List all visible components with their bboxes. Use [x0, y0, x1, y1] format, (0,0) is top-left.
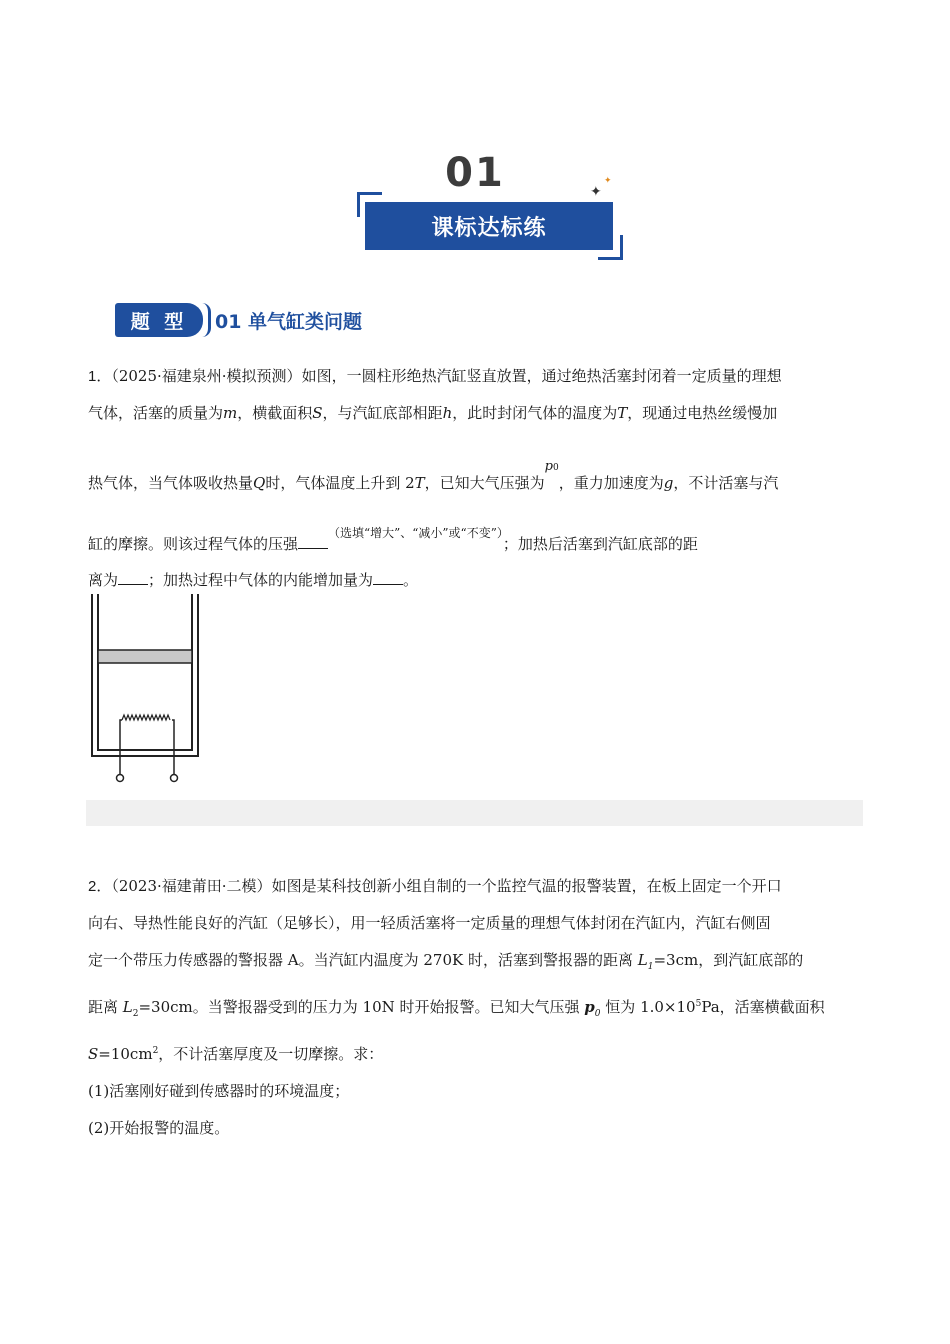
q2-number: 2．: [88, 878, 112, 895]
q1-text: ，不计活塞与汽: [673, 474, 779, 492]
q2-line-5: [88, 1033, 868, 1073]
q1-text: 缸的摩擦。则该过程气体的压强: [88, 535, 299, 553]
q2-text: =3cm，到汽缸底部的: [653, 951, 804, 969]
q1-option-note: （选填“增大”、“减小”或“不变”）: [328, 526, 503, 540]
q1-text: ，此时封闭气体的温度为: [452, 404, 618, 422]
q1-number: 1．: [88, 368, 112, 385]
q1-text: ，已知大气压强为: [424, 474, 545, 492]
cylinder-inner-wall: [98, 594, 192, 750]
answer-blank[interactable]: [373, 568, 403, 585]
q1-text: ，与汽缸底部相距: [322, 404, 443, 422]
q1-text: ；加热后活塞到汽缸底部的距: [502, 535, 698, 553]
var-S: S: [312, 404, 323, 422]
q1-text: 时，气体温度上升到 2: [265, 474, 415, 492]
q2-text: 定一个带压力传感器的警报器 A。当汽缸内温度为 270K 时，活塞到警报器的距离: [88, 951, 638, 969]
var-p0-sub: 0: [553, 463, 559, 473]
q2-text: =10cm: [98, 1045, 153, 1063]
section-title: 课标达标练: [365, 202, 613, 250]
q2-subquestion-1: [88, 1073, 868, 1110]
question-2: [88, 868, 868, 1147]
var-T: T: [617, 404, 628, 422]
q2-text: 恒为 1.0×10: [600, 998, 696, 1016]
var-T: T: [414, 474, 425, 492]
var-p: p: [584, 998, 595, 1016]
var-L2-sub: 2: [132, 1009, 139, 1019]
var-m: m: [223, 404, 238, 422]
type-header: [115, 300, 362, 340]
section-banner: [357, 192, 623, 260]
type-badge: 题 型: [115, 303, 203, 337]
var-p0: [545, 459, 559, 474]
q2-sub-1: (1)活塞刚好碰到传感器时的环境温度；: [88, 1082, 350, 1100]
q2-text: 向右、导热性能良好的汽缸（足够长），用一轻质活塞将一定质量的理想气体封闭在汽缸内，汽缸右侧固: [88, 914, 771, 932]
q1-source: （2025·福建泉州·模拟预测）: [111, 367, 302, 385]
cylinder-diagram: [86, 588, 206, 788]
question-1: [88, 358, 868, 598]
q2-text: Pa，活塞横截面积: [701, 998, 825, 1016]
wire-right: [172, 720, 174, 774]
cylinder-outer-wall: [92, 594, 198, 756]
var-p0-sub: 0: [594, 1009, 601, 1019]
var-g: g: [663, 474, 674, 492]
answer-blank[interactable]: [118, 568, 148, 585]
exponent: 5: [695, 999, 702, 1009]
q2-line-4: [88, 986, 868, 1033]
banner-bracket-bottom-right: [598, 235, 623, 260]
q2-text: =30cm。当警报器受到的压力为 10N 时开始报警。已知大气压强: [138, 998, 585, 1016]
q1-text: 热气体，当气体吸收热量: [88, 474, 254, 492]
q1-text: 气体，活塞的质量为: [88, 404, 224, 422]
q1-text: 。: [403, 571, 419, 589]
q2-line-3: [88, 942, 868, 986]
q1-line-4: [88, 515, 868, 562]
q2-text: 如图是某科技创新小组自制的一个监控气温的报警装置，在板上固定一个开口: [271, 877, 782, 895]
sparkle-small-icon: ✦: [604, 176, 612, 186]
var-L: L: [637, 951, 648, 969]
answer-area[interactable]: [86, 800, 863, 826]
q1-text: 如图，一圆柱形绝热汽缸竖直放置，通过绝热活塞封闭着一定质量的理想: [301, 367, 782, 385]
q2-line-2: [88, 905, 868, 942]
piston: [98, 650, 192, 663]
terminal-right: [171, 775, 178, 782]
type-title: 01 单气缸类问题: [215, 310, 363, 333]
var-L: L: [122, 998, 133, 1016]
q2-text: 距离: [88, 998, 123, 1016]
section-number: 01: [445, 150, 505, 196]
var-S: S: [88, 1045, 99, 1063]
q2-text: ，不计活塞厚度及一切摩擦。求：: [158, 1045, 384, 1063]
terminal-left: [117, 775, 124, 782]
answer-blank[interactable]: [298, 532, 328, 549]
q1-text: ；加热过程中气体的内能增加量为: [148, 571, 374, 589]
q2-subquestion-2: [88, 1110, 868, 1147]
q1-line-2: [88, 395, 868, 431]
q1-line-3: [88, 449, 868, 501]
sparkle-icon: ✦: [590, 184, 602, 200]
q1-text: ，重力加速度为: [558, 474, 664, 492]
q1-line-1: [88, 358, 868, 395]
var-L1-sub: 1: [647, 962, 654, 972]
var-h: h: [442, 404, 453, 422]
q1-text: ，横截面积: [237, 404, 313, 422]
q2-line-1: [88, 868, 868, 905]
q1-text: ，现通过电热丝缓慢加: [627, 404, 778, 422]
var-p: p: [544, 459, 553, 474]
q1-text: 离为: [88, 571, 119, 589]
heating-wire: [122, 715, 170, 720]
wire-left: [120, 720, 122, 774]
q2-source: （2023·福建莆田·二模）: [111, 877, 272, 895]
var-Q: Q: [253, 474, 266, 492]
exponent: 2: [152, 1046, 159, 1056]
q2-sub-2: (2)开始报警的温度。: [88, 1119, 230, 1137]
